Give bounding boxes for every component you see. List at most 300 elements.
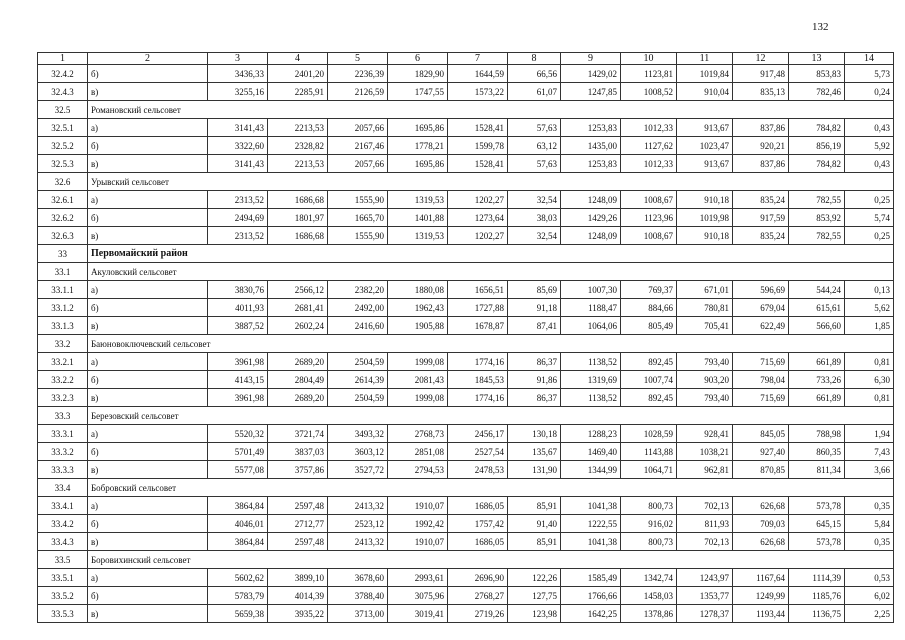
value-cell: 1319,69 (561, 371, 621, 389)
value-cell: 3713,00 (328, 605, 388, 623)
value-cell: 1992,42 (388, 515, 448, 533)
value-cell: 135,67 (508, 443, 561, 461)
table-row (38, 443, 894, 461)
value-cell: 1188,47 (561, 299, 621, 317)
row-code: 33.3.3 (38, 461, 88, 479)
council-name: Урывский сельсовет (88, 173, 894, 191)
value-cell: 5520,32 (208, 425, 268, 443)
value-cell: 1573,22 (448, 83, 508, 101)
council-name: Баюновоключевский сельсовет (88, 335, 894, 353)
value-cell: 1008,52 (621, 83, 677, 101)
value-cell: 131,90 (508, 461, 561, 479)
value-cell: 1007,74 (621, 371, 677, 389)
table-row (38, 137, 894, 155)
value-cell: 544,24 (789, 281, 845, 299)
value-cell: 2416,60 (328, 317, 388, 335)
value-cell: 2566,12 (268, 281, 328, 299)
tariff-table (37, 52, 894, 623)
value-cell: 2478,53 (448, 461, 508, 479)
value-cell: 1880,08 (388, 281, 448, 299)
value-cell: 835,24 (733, 227, 789, 245)
council-row (38, 407, 894, 425)
council-row (38, 335, 894, 353)
value-cell: 0,24 (845, 83, 894, 101)
section-code: 33.4 (38, 479, 88, 497)
value-cell: 5602,62 (208, 569, 268, 587)
district-name: Первомайский район (88, 245, 894, 263)
value-cell: 884,66 (621, 299, 677, 317)
row-variant: в) (88, 533, 208, 551)
row-variant: в) (88, 317, 208, 335)
value-cell: 2794,53 (388, 461, 448, 479)
value-cell: 2382,20 (328, 281, 388, 299)
row-code: 32.6.3 (38, 227, 88, 245)
value-cell: 837,86 (733, 155, 789, 173)
value-cell: 1012,33 (621, 155, 677, 173)
value-cell: 782,55 (789, 191, 845, 209)
value-cell: 87,41 (508, 317, 561, 335)
value-cell: 0,53 (845, 569, 894, 587)
value-cell: 2597,48 (268, 533, 328, 551)
table-row (38, 191, 894, 209)
value-cell: 3899,10 (268, 569, 328, 587)
value-cell: 1801,97 (268, 209, 328, 227)
column-number: 10 (621, 53, 677, 65)
value-cell: 3678,60 (328, 569, 388, 587)
value-cell: 784,82 (789, 155, 845, 173)
row-code: 32.5.1 (38, 119, 88, 137)
value-cell: 3075,96 (388, 587, 448, 605)
value-cell: 709,03 (733, 515, 789, 533)
row-code: 32.6.2 (38, 209, 88, 227)
value-cell: 3830,76 (208, 281, 268, 299)
section-code: 33 (38, 245, 88, 263)
value-cell: 5577,08 (208, 461, 268, 479)
value-cell: 2126,59 (328, 83, 388, 101)
value-cell: 661,89 (789, 353, 845, 371)
value-cell: 1008,67 (621, 227, 677, 245)
council-row (38, 173, 894, 191)
value-cell: 2681,41 (268, 299, 328, 317)
value-cell: 705,41 (677, 317, 733, 335)
value-cell: 962,81 (677, 461, 733, 479)
value-cell: 38,03 (508, 209, 561, 227)
table-row (38, 587, 894, 605)
value-cell: 860,35 (789, 443, 845, 461)
column-number: 14 (845, 53, 894, 65)
council-name: Березовский сельсовет (88, 407, 894, 425)
row-variant: б) (88, 137, 208, 155)
value-cell: 870,85 (733, 461, 789, 479)
value-cell: 910,18 (677, 191, 733, 209)
row-code: 33.1.3 (38, 317, 88, 335)
column-number: 4 (268, 53, 328, 65)
value-cell: 2504,59 (328, 389, 388, 407)
value-cell: 3141,43 (208, 119, 268, 137)
value-cell: 1429,02 (561, 65, 621, 83)
value-cell: 928,41 (677, 425, 733, 443)
value-cell: 1678,87 (448, 317, 508, 335)
column-number: 6 (388, 53, 448, 65)
value-cell: 1012,33 (621, 119, 677, 137)
column-number: 2 (88, 53, 208, 65)
value-cell: 2057,66 (328, 119, 388, 137)
table-row (38, 209, 894, 227)
value-cell: 811,34 (789, 461, 845, 479)
value-cell: 1829,90 (388, 65, 448, 83)
value-cell: 2401,20 (268, 65, 328, 83)
value-cell: 1114,39 (789, 569, 845, 587)
table-row (38, 515, 894, 533)
value-cell: 1642,25 (561, 605, 621, 623)
value-cell: 1,94 (845, 425, 894, 443)
value-cell: 4046,01 (208, 515, 268, 533)
value-cell: 123,98 (508, 605, 561, 623)
value-cell: 1656,51 (448, 281, 508, 299)
table-header-row (38, 53, 894, 65)
value-cell: 811,93 (677, 515, 733, 533)
table-row (38, 533, 894, 551)
value-cell: 2492,00 (328, 299, 388, 317)
value-cell: 1167,64 (733, 569, 789, 587)
value-cell: 733,26 (789, 371, 845, 389)
value-cell: 892,45 (621, 389, 677, 407)
value-cell: 3961,98 (208, 389, 268, 407)
value-cell: 1243,97 (677, 569, 733, 587)
value-cell: 596,69 (733, 281, 789, 299)
value-cell: 1248,09 (561, 227, 621, 245)
value-cell: 2602,24 (268, 317, 328, 335)
column-number: 8 (508, 53, 561, 65)
value-cell: 788,98 (789, 425, 845, 443)
value-cell: 5,92 (845, 137, 894, 155)
value-cell: 1910,07 (388, 533, 448, 551)
value-cell: 1962,43 (388, 299, 448, 317)
value-cell: 769,37 (621, 281, 677, 299)
row-variant: б) (88, 299, 208, 317)
value-cell: 573,78 (789, 497, 845, 515)
column-number: 7 (448, 53, 508, 65)
value-cell: 2,25 (845, 605, 894, 623)
value-cell: 1555,90 (328, 191, 388, 209)
value-cell: 1008,67 (621, 191, 677, 209)
row-code: 32.6.1 (38, 191, 88, 209)
value-cell: 1319,53 (388, 227, 448, 245)
value-cell: 1278,37 (677, 605, 733, 623)
row-variant: в) (88, 461, 208, 479)
table-row (38, 371, 894, 389)
value-cell: 913,67 (677, 119, 733, 137)
value-cell: 1766,66 (561, 587, 621, 605)
row-code: 33.4.1 (38, 497, 88, 515)
row-variant: б) (88, 209, 208, 227)
value-cell: 1905,88 (388, 317, 448, 335)
table-row (38, 461, 894, 479)
value-cell: 892,45 (621, 353, 677, 371)
council-name: Бобровский сельсовет (88, 479, 894, 497)
value-cell: 0,35 (845, 533, 894, 551)
value-cell: 3721,74 (268, 425, 328, 443)
value-cell: 1774,16 (448, 389, 508, 407)
value-cell: 130,18 (508, 425, 561, 443)
row-variant: а) (88, 119, 208, 137)
value-cell: 1686,68 (268, 191, 328, 209)
table-row (38, 227, 894, 245)
value-cell: 91,40 (508, 515, 561, 533)
value-cell: 622,49 (733, 317, 789, 335)
column-number: 12 (733, 53, 789, 65)
row-variant: в) (88, 83, 208, 101)
value-cell: 32,54 (508, 227, 561, 245)
value-cell: 122,26 (508, 569, 561, 587)
value-cell: 0,81 (845, 353, 894, 371)
row-variant: в) (88, 155, 208, 173)
district-row (38, 245, 894, 263)
value-cell: 91,86 (508, 371, 561, 389)
row-code: 32.4.3 (38, 83, 88, 101)
row-code: 33.5.2 (38, 587, 88, 605)
section-code: 32.6 (38, 173, 88, 191)
table-row (38, 155, 894, 173)
value-cell: 2851,08 (388, 443, 448, 461)
value-cell: 57,63 (508, 155, 561, 173)
council-name: Боровихинский сельсовет (88, 551, 894, 569)
value-cell: 1202,27 (448, 191, 508, 209)
value-cell: 3837,03 (268, 443, 328, 461)
value-cell: 32,54 (508, 191, 561, 209)
value-cell: 845,05 (733, 425, 789, 443)
value-cell: 2768,27 (448, 587, 508, 605)
value-cell: 856,19 (789, 137, 845, 155)
value-cell: 1,85 (845, 317, 894, 335)
row-variant: б) (88, 371, 208, 389)
row-code: 32.5.3 (38, 155, 88, 173)
value-cell: 784,82 (789, 119, 845, 137)
value-cell: 1686,05 (448, 533, 508, 551)
value-cell: 1222,55 (561, 515, 621, 533)
value-cell: 2719,26 (448, 605, 508, 623)
value-cell: 2413,32 (328, 533, 388, 551)
value-cell: 2494,69 (208, 209, 268, 227)
row-variant: б) (88, 587, 208, 605)
council-row (38, 551, 894, 569)
value-cell: 6,30 (845, 371, 894, 389)
section-code: 32.5 (38, 101, 88, 119)
value-cell: 85,69 (508, 281, 561, 299)
value-cell: 1143,88 (621, 443, 677, 461)
value-cell: 2057,66 (328, 155, 388, 173)
row-code: 32.5.2 (38, 137, 88, 155)
value-cell: 782,46 (789, 83, 845, 101)
value-cell: 1319,53 (388, 191, 448, 209)
row-variant: в) (88, 227, 208, 245)
value-cell: 2313,52 (208, 191, 268, 209)
table-row (38, 497, 894, 515)
value-cell: 3141,43 (208, 155, 268, 173)
value-cell: 3864,84 (208, 533, 268, 551)
value-cell: 2768,73 (388, 425, 448, 443)
value-cell: 1248,09 (561, 191, 621, 209)
value-cell: 2328,82 (268, 137, 328, 155)
value-cell: 3887,52 (208, 317, 268, 335)
row-variant: а) (88, 281, 208, 299)
value-cell: 793,40 (677, 353, 733, 371)
value-cell: 715,69 (733, 389, 789, 407)
value-cell: 1757,42 (448, 515, 508, 533)
value-cell: 1528,41 (448, 119, 508, 137)
council-name: Акуловский сельсовет (88, 263, 894, 281)
council-row (38, 263, 894, 281)
value-cell: 1999,08 (388, 353, 448, 371)
value-cell: 782,55 (789, 227, 845, 245)
council-row (38, 479, 894, 497)
value-cell: 1469,40 (561, 443, 621, 461)
row-code: 33.2.1 (38, 353, 88, 371)
value-cell: 1028,59 (621, 425, 677, 443)
value-cell: 4011,93 (208, 299, 268, 317)
value-cell: 702,13 (677, 533, 733, 551)
row-variant: в) (88, 389, 208, 407)
value-cell: 566,60 (789, 317, 845, 335)
value-cell: 1249,99 (733, 587, 789, 605)
value-cell: 2527,54 (448, 443, 508, 461)
value-cell: 61,07 (508, 83, 561, 101)
value-cell: 1686,05 (448, 497, 508, 515)
value-cell: 1344,99 (561, 461, 621, 479)
value-cell: 0,25 (845, 191, 894, 209)
value-cell: 3935,22 (268, 605, 328, 623)
value-cell: 780,81 (677, 299, 733, 317)
value-cell: 0,43 (845, 119, 894, 137)
value-cell: 800,73 (621, 497, 677, 515)
row-code: 33.3.2 (38, 443, 88, 461)
value-cell: 3436,33 (208, 65, 268, 83)
value-cell: 1845,53 (448, 371, 508, 389)
value-cell: 2167,46 (328, 137, 388, 155)
table-row (38, 65, 894, 83)
value-cell: 837,86 (733, 119, 789, 137)
value-cell: 1253,83 (561, 119, 621, 137)
value-cell: 1064,71 (621, 461, 677, 479)
value-cell: 2236,39 (328, 65, 388, 83)
value-cell: 702,13 (677, 497, 733, 515)
value-cell: 5,84 (845, 515, 894, 533)
table-row (38, 317, 894, 335)
value-cell: 1686,68 (268, 227, 328, 245)
value-cell: 1123,81 (621, 65, 677, 83)
value-cell: 2993,61 (388, 569, 448, 587)
row-code: 33.4.3 (38, 533, 88, 551)
value-cell: 1019,98 (677, 209, 733, 227)
value-cell: 853,92 (789, 209, 845, 227)
table-body (38, 53, 894, 623)
value-cell: 679,04 (733, 299, 789, 317)
table-row (38, 605, 894, 623)
value-cell: 1185,76 (789, 587, 845, 605)
value-cell: 4014,39 (268, 587, 328, 605)
value-cell: 2081,43 (388, 371, 448, 389)
row-variant: б) (88, 65, 208, 83)
value-cell: 805,49 (621, 317, 677, 335)
value-cell: 0,81 (845, 389, 894, 407)
column-number: 9 (561, 53, 621, 65)
value-cell: 1401,88 (388, 209, 448, 227)
value-cell: 661,89 (789, 389, 845, 407)
value-cell: 6,02 (845, 587, 894, 605)
value-cell: 86,37 (508, 353, 561, 371)
value-cell: 2712,77 (268, 515, 328, 533)
value-cell: 2456,17 (448, 425, 508, 443)
value-cell: 2804,49 (268, 371, 328, 389)
value-cell: 2597,48 (268, 497, 328, 515)
value-cell: 1378,86 (621, 605, 677, 623)
value-cell: 0,25 (845, 227, 894, 245)
value-cell: 1007,30 (561, 281, 621, 299)
value-cell: 2413,32 (328, 497, 388, 515)
section-code: 33.2 (38, 335, 88, 353)
table-row (38, 569, 894, 587)
value-cell: 86,37 (508, 389, 561, 407)
value-cell: 3255,16 (208, 83, 268, 101)
value-cell: 917,48 (733, 65, 789, 83)
value-cell: 910,18 (677, 227, 733, 245)
value-cell: 917,59 (733, 209, 789, 227)
value-cell: 5783,79 (208, 587, 268, 605)
value-cell: 5,62 (845, 299, 894, 317)
table-row (38, 119, 894, 137)
column-number: 13 (789, 53, 845, 65)
row-code: 33.5.1 (38, 569, 88, 587)
row-variant: а) (88, 353, 208, 371)
value-cell: 91,18 (508, 299, 561, 317)
row-variant: а) (88, 497, 208, 515)
table-row (38, 299, 894, 317)
value-cell: 1127,62 (621, 137, 677, 155)
value-cell: 5659,38 (208, 605, 268, 623)
value-cell: 1253,83 (561, 155, 621, 173)
row-code: 33.3.1 (38, 425, 88, 443)
value-cell: 798,04 (733, 371, 789, 389)
value-cell: 1193,44 (733, 605, 789, 623)
value-cell: 3,66 (845, 461, 894, 479)
value-cell: 2696,90 (448, 569, 508, 587)
value-cell: 1023,47 (677, 137, 733, 155)
value-cell: 1695,86 (388, 155, 448, 173)
value-cell: 3603,12 (328, 443, 388, 461)
value-cell: 2313,52 (208, 227, 268, 245)
value-cell: 63,12 (508, 137, 561, 155)
value-cell: 1695,86 (388, 119, 448, 137)
value-cell: 715,69 (733, 353, 789, 371)
value-cell: 1138,52 (561, 353, 621, 371)
value-cell: 615,61 (789, 299, 845, 317)
value-cell: 1747,55 (388, 83, 448, 101)
value-cell: 57,63 (508, 119, 561, 137)
value-cell: 1599,78 (448, 137, 508, 155)
value-cell: 3788,40 (328, 587, 388, 605)
value-cell: 5701,49 (208, 443, 268, 461)
value-cell: 3322,60 (208, 137, 268, 155)
value-cell: 800,73 (621, 533, 677, 551)
value-cell: 645,15 (789, 515, 845, 533)
row-variant: б) (88, 443, 208, 461)
table-row (38, 353, 894, 371)
value-cell: 85,91 (508, 533, 561, 551)
value-cell: 0,35 (845, 497, 894, 515)
column-number: 3 (208, 53, 268, 65)
value-cell: 671,01 (677, 281, 733, 299)
value-cell: 1435,00 (561, 137, 621, 155)
